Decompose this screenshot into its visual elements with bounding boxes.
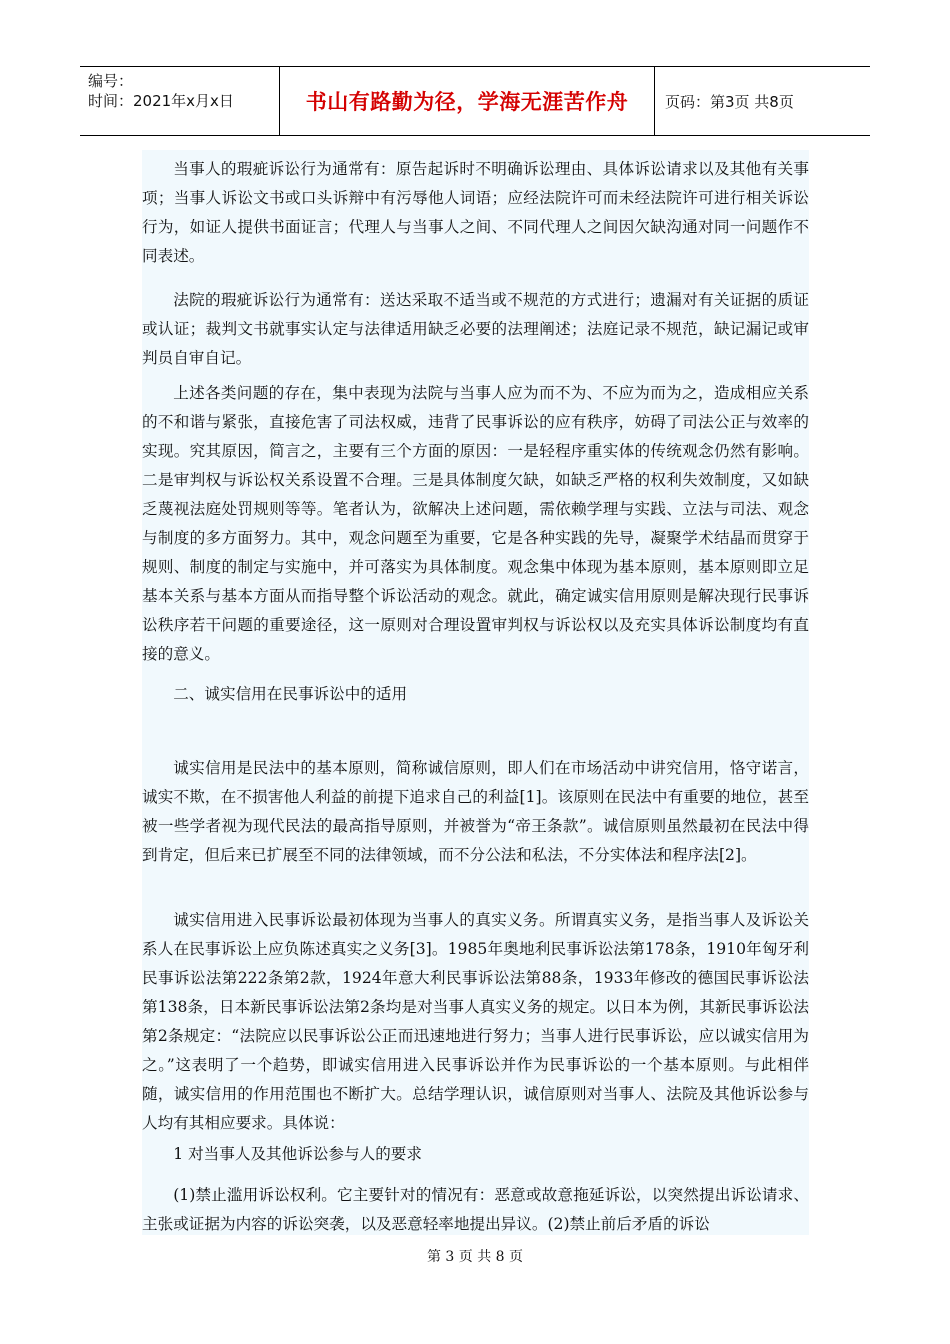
paragraph-court-defects: 法院的瑕疵诉讼行为通常有：送达采取不适当或不规范的方式进行；遗漏对有关证据的质证或认证；裁判文书就事实认定与法律适用缺乏必要的法理阐述；法庭记录不规范，缺记漏记或审判员自审自记。 [142,291,809,367]
page-code: 页码：第3页 共8页 [665,92,794,111]
paragraph-causes: 上述各类问题的存在，集中表现为法院与当事人应为而不为、不应为而为之，造成相应关系的不和谐与紧张，直接危害了司法权威，违背了民事诉讼的应有秩序，妨碍了司法公正与效率的实现。究其原因，简言之，主要有三个方面的原因：一是轻程序重实体的传统观念仍然有影响。二是审判权与诉讼权关系设置不合理。三是具体制度欠缺，如缺乏严格的权利失效制度，又如缺乏蔑视法庭处罚规则等等。笔者认为，欲解决上述问题，需依赖学理与实践、立法与司法、观念与制度的多方面努力。其中，观念问题至为重要，它是各种实践的先导，凝聚学术结晶而贯穿于规则、制度的制定与实施中，并可落实为具体制度。观念集中体现为基本原则，基本原则即立足基本关系与基本方面从而指导整个诉讼活动的观念。就此，确定诚实信用原则是解决现行民事诉讼秩序若干问题的重要途径，这一原则对合理设置审判权与诉讼权以及充实具体诉讼制度均有直接的意义。 [142,384,809,663]
paragraph-party-defects: 当事人的瑕疵诉讼行为通常有：原告起诉时不明确诉讼理由、具体诉讼请求以及其他有关事项；当事人诉讼文书或口头诉辩中有污辱他人词语；应经法院许可而未经法院许可进行相关诉讼行为，如证人提供书面证言；代理人与当事人之间、不同代理人之间因欠缺沟通对同一问题作不同表述。 [142,160,809,265]
section-heading: 二、诚实信用在民事诉讼中的适用 [173,685,408,703]
header-meta [80,67,280,135]
page-footer: 第 3 页 共 8 页 [426,1249,524,1265]
paragraph-prohibitions: (1)禁止滥用诉讼权利。它主要针对的情况有：恶意或故意拖延诉讼，以突然提出诉讼请求、主张或证据为内容的诉讼突袭，以及恶意轻率地提出异议。(2)禁止前后矛盾的诉讼 [142,1186,809,1233]
motto: 书山有路勤为径，学海无涯苦作舟 [305,90,629,114]
subsection-heading: 1 对当事人及其他诉讼参与人的要求 [173,1145,422,1163]
time-label: 时间：2021年x月x日 [88,92,234,110]
header-table [80,66,870,136]
header-motto-cell [280,67,655,135]
paragraph-good-faith: 诚实信用是民法中的基本原则，简称诚信原则，即人们在市场活动中讲究信用，恪守诺言，诚实不欺，在不损害他人利益的前提下追求自己的利益[1]。该原则在民法中有重要的地位，甚至被一些学者视为现代民法的最高指导原则，并被誉为“帝王条款”。诚信原则虽然最初在民法中得到肯定，但后来已扩展至不同的法律领域，而不分公法和私法，不分实体法和程序法[2]。 [142,759,809,864]
number-label: 编号： [88,72,134,90]
document-body [142,150,809,1235]
paragraph-truth-duty: 诚实信用进入民事诉讼最初体现为当事人的真实义务。所谓真实义务，是指当事人及诉讼关系人在民事诉讼上应负陈述真实之义务[3]。1985年奥地利民事诉讼法第178条，1910年匈牙利民事诉讼法第222条第2款，1924年意大利民事诉讼法第88条，1933年修改的德国民事诉讼法第138条，日本新民事诉讼法第2条均是对当事人真实义务的规定。以日本为例，其新民事诉讼法第2条规定：“法院应以民事诉讼公正而迅速地进行努力；当事人进行民事诉讼，应以诚实信用为之。”这表明了一个趋势，即诚实信用进入民事诉讼并作为民事诉讼的一个基本原则。与此相伴随，诚实信用的作用范围也不断扩大。总结学理认识，诚信原则对当事人、法院及其他诉讼参与人均有其相应要求。具体说： [142,911,809,1132]
